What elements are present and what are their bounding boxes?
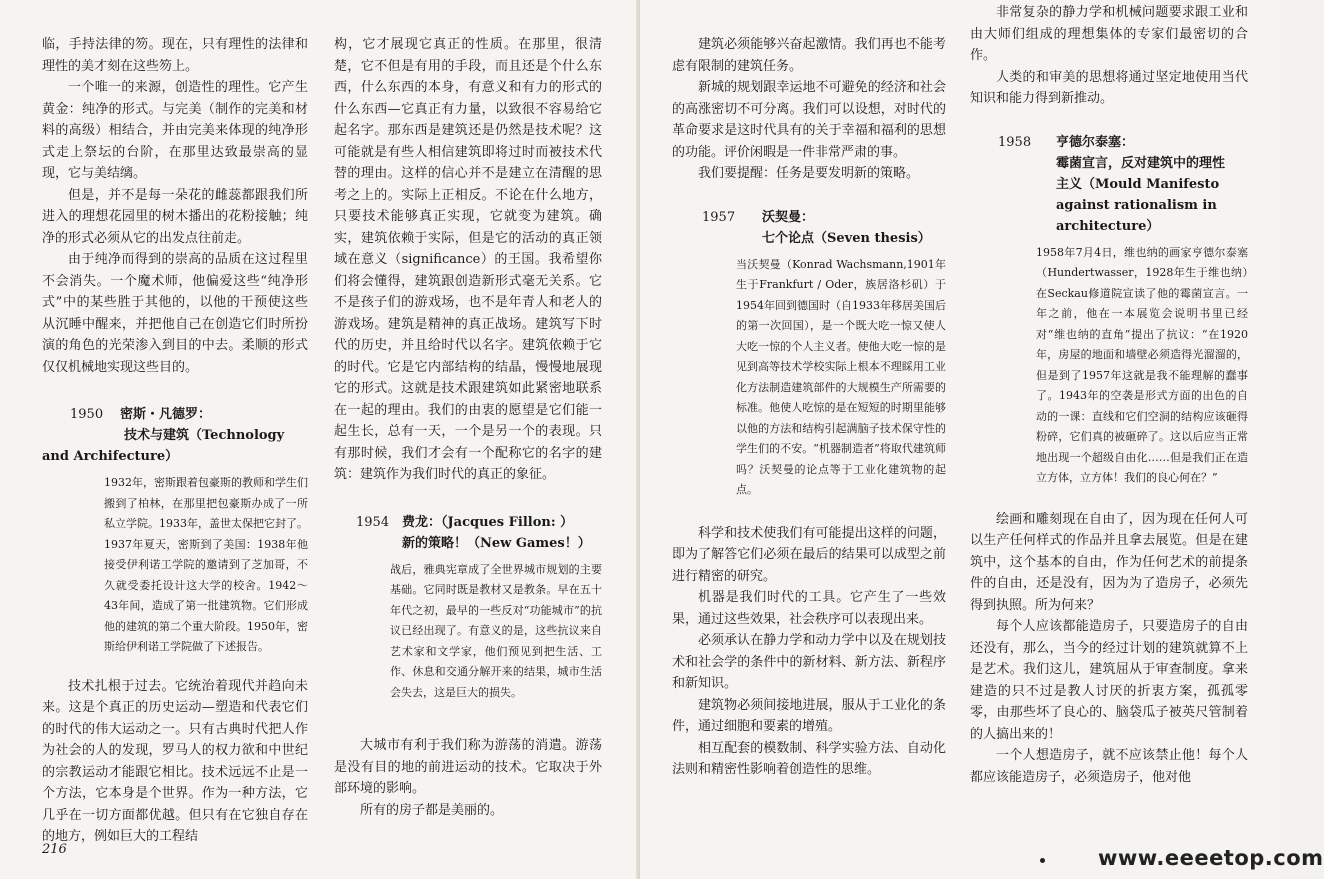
left-column-2 [334,34,602,821]
paragraph: 我们要提醒：任务是要发明新的策略。 [698,166,920,181]
section-year: 1950 [70,407,104,422]
paragraph: 一个人想造房子，就不应该禁止他！每个人都应该能造房子，必须造房子，他对他 [970,748,1248,785]
print-mark [1040,858,1045,863]
paragraph: 由于纯净而得到的崇高的品质在这过程里不会消失。一个魔术师，他偏爱这些“纯净形式”中的某些胜于其他的，以他的干预使这些从沉睡中醒来，并把他自己在创造它们时所扮演的角色的光荣渗入到目的中去。柔顺的形式仅仅机械地实现这些目的。 [42,252,308,375]
right-column-2 [970,2,1248,788]
paragraph: 所有的房子都是美丽的。 [360,802,504,818]
note-text: 1958年7月4日，维也纳的画家亨德尔泰塞（Hundertwasser，1928年生于维也纳）在Seckau修道院宣读了他的霉菌宣言。一年之前，他在一本展览会说明书里已经对“维也纳的直角”提出了抗议：“在1920年，房屋的地面和墙壁必须造得光溜溜的，但是到了1957年这就是我不能理解的蠢事了。1943年的空袭是形式方面的出色的自动的一课：直线和它们空洞的结构应该砸得粉碎，它们真的被砸碎了。这以后应当正常地出现一个超级自由化……但是我们正在造立方体，立方体！我们的良心何在？” [1036,245,1248,484]
paragraph: 构，它才展现它真正的性质。在那里，很清楚，它不但是有用的手段，而且还是个什么东西，什么东西的本身，有意义和有力的形式的什么东西—它真正有力量，以致很不容易给它起名字。那东西是建筑还是仍然是技术呢？这可能就是有些人相信建筑即将过时而被技术代替的理由。这样的信心并不是建立在清醒的思考之上的。实际上正相反。不论在什么地方，只要技术能够真正实现，它就变为建筑。确实，建筑依赖于实际，但是它的活动的真正领域在意义（significance）的王国。我希望你们将会懂得，建筑跟创造新形式毫无关系。它不是孩子们的游戏场，也不是年青人和老人的游戏场。建筑是精神的真正战场。建筑写下时代的历史，并且给时代以名字。建筑依赖于它的时代。它是它内部结构的结晶，慢慢地展现它的形式。这就是技术跟建筑如此紧密地联系在一起的理由。我们的由衷的愿望是它们能一起生长，总有一天，一个是另一个的表现。只有那时候，我们才会有一个配称它的名字的建筑：建筑作为我们时代的真正的象征。 [334,37,602,482]
paragraph: 大城市有利于我们称为游荡的消遣。游荡是没有目的地的前进运动的技术。它取决于外部环境的影响。 [334,738,602,796]
section-title: 霉菌宣言，反对建筑中的理性 [1056,155,1226,171]
paragraph: 临，手持法律的笏。现在，只有理性的法律和理性的美才刻在这些笏上。 [42,37,308,74]
section-author: 沃契曼： [762,209,815,225]
paragraph: 非常复杂的静力学和机械问题要求跟工业和由大师们组成的理想集体的专家们最密切的合作。 [970,5,1248,63]
section-heading-1950 [42,404,308,467]
section-heading-1957 [672,207,946,249]
paragraph: 技术扎根于过去。它统治着现代并趋向未来。这是个真正的历史运动—塑造和代表它们的时代的伟大运动之一。只有古典时代把人作为社会的人的发现，罗马人的权力欲和中世纪的宗教运动才能跟它相比。技术远远不止是一个方法，它本身是个世界。作为一种方法，它几乎在一切方面都优越。但只有在它独自存在的地方，例如巨大的工程结 [42,678,308,844]
paragraph: 但是，并不是每一朵花的雌蕊都跟我们所进入的理想花园里的树木播出的花粉接触；纯净的形式必须从它的出发点往前走。 [42,187,308,246]
paragraph: 建筑必须能够兴奋起激情。我们再也不能考虑有限制的建筑任务。 [672,37,946,74]
watermark-text: www.eeeetop.com [1098,846,1324,870]
section-note [970,243,1248,489]
left-page [0,0,640,879]
section-note [334,560,602,704]
section-year: 1954 [356,514,390,530]
paragraph: 人类的和审美的思想将通过坚定地使用当代知识和能力得到新推动。 [970,69,1248,106]
right-page [640,0,1324,879]
paragraph: 科学和技术使我们有可能提出这样的问题，即为了解答它们必须在最后的结果可以成型之前进行精密的研究。 [672,525,946,584]
section-title-cont: against rationalism in [1056,197,1217,213]
section-year: 1958 [998,134,1032,150]
section-year: 1957 [702,209,736,225]
paragraph: 每个人应该都能造房子，只要造房子的自由还没有，那么，当今的经过计划的建筑就算不上是艺术。我们这儿，建筑屈从于审查制度。拿来建造的只不过是教人讨厌的折衷方案，孤孤零零，由那些坏了良心的、脑袋瓜子被英尺管制着的人搞出来的！ [970,619,1248,742]
paragraph: 建筑物必须间接地进展，服从于工业化的条件，通过细胞和要素的增殖。 [672,697,946,734]
paragraph: 相互配套的模数制、科学实验方法、自动化法则和精密性影响着创造性的思维。 [672,740,946,777]
paragraph: 必须承认在静力学和动力学中以及在规划技术和社会学的条件中的新材料、新方法、新程序和新知识。 [672,633,946,691]
note-text: 战后，雅典宪章成了全世界城市规划的主要基础。它同时既是教材又是教条。早在五十年代之初，最早的一些反对“功能城市”的抗议已经出现了。有意义的是，这些抗议来自艺术家和文学家，他们预见到把生活、工作、休息和交通分解开来的结果，城市生活会失去，这是巨大的损失。 [390,562,602,699]
section-heading-1954 [334,512,602,554]
section-author: 亨德尔泰塞： [1056,134,1135,150]
section-title: 新的策略！（New Games！） [402,535,591,551]
right-column-1 [672,34,946,781]
paragraph: 绘画和雕刻现在自由了，因为现在任何人可以生产任何样式的作品并且拿去展览。但是在建筑中，这个基本的自由，作为任何艺术的前提条件的自由，还是没有，因为为了造房子，必须先得到执照。所为何来？ [970,511,1248,613]
note-text: 1932年，密斯跟着包豪斯的教师和学生们搬到了柏林，在那里把包豪斯办成了一所私立学院。1933年，盖世太保把它封了。1937年夏天，密斯到了美国：1938年他接受伊利诺工学院的邀请到了芝加哥，不久就受委托设计这大学的校舍。1942～43年间，造成了第一批建筑物。它们形成他的建筑的第二个重大阶段。1950年，密斯给伊利诺工学院做了下述报告。 [104,476,308,653]
section-title: 技术与建筑（Technology [124,428,285,443]
page-number: 216 [42,842,67,857]
paragraph: 机器是我们时代的工具。它产生了一些效果，通过这些效果，社会秩序可以表现出来。 [672,590,946,627]
section-note [42,473,308,658]
section-title-cont: and Archifecture） [42,449,179,464]
section-note [672,255,946,501]
section-author: 密斯・凡德罗： [120,407,212,422]
section-title-cont: architecture） [1056,218,1160,234]
section-heading-1958 [970,132,1248,237]
note-text: 当沃契曼（Konrad Wachsmann,1901年生于Frankfurt / Oder，族居洛杉矶）于1954年回到德国时（自1933年移居美国后的第一次回国），是一个既大吃一惊又使人大吃一惊的个人主义者。使他大吃一惊的是见到高等技术学校实际上根本不理睬用工业化方法制造建筑部件的大规模生产所需要的标准。他使人吃惊的是在短短的时期里能够以他的方法和结构引起满脑子技术保守性的学生们的不安。“机器制造者”将取代建筑师吗？沃契曼的论点等于工业化建筑物的起点。 [736,257,946,496]
section-author: 费龙：（Jacques Fillon: ） [402,514,574,530]
paragraph: 一个唯一的来源，创造性的理性。它产生黄金：纯净的形式。与完美（制作的完美和材料的高级）相结合，并由完美来体现的纯净形式走上祭坛的台阶，在那里达致最崇高的显现，它与美结缡。 [42,80,308,181]
paragraph: 新城的规划跟幸运地不可避免的经济和社会的高涨密切不可分离。我们可以设想，对时代的革命要求是这时代具有的关于幸福和福利的思想的功能。评价闲暇是一件非常严肃的事。 [672,80,946,160]
section-title: 七个论点（Seven thesis） [762,230,931,246]
left-column-1 [42,34,308,848]
section-title-cont: 主义（Mould Manifesto [1056,176,1220,192]
